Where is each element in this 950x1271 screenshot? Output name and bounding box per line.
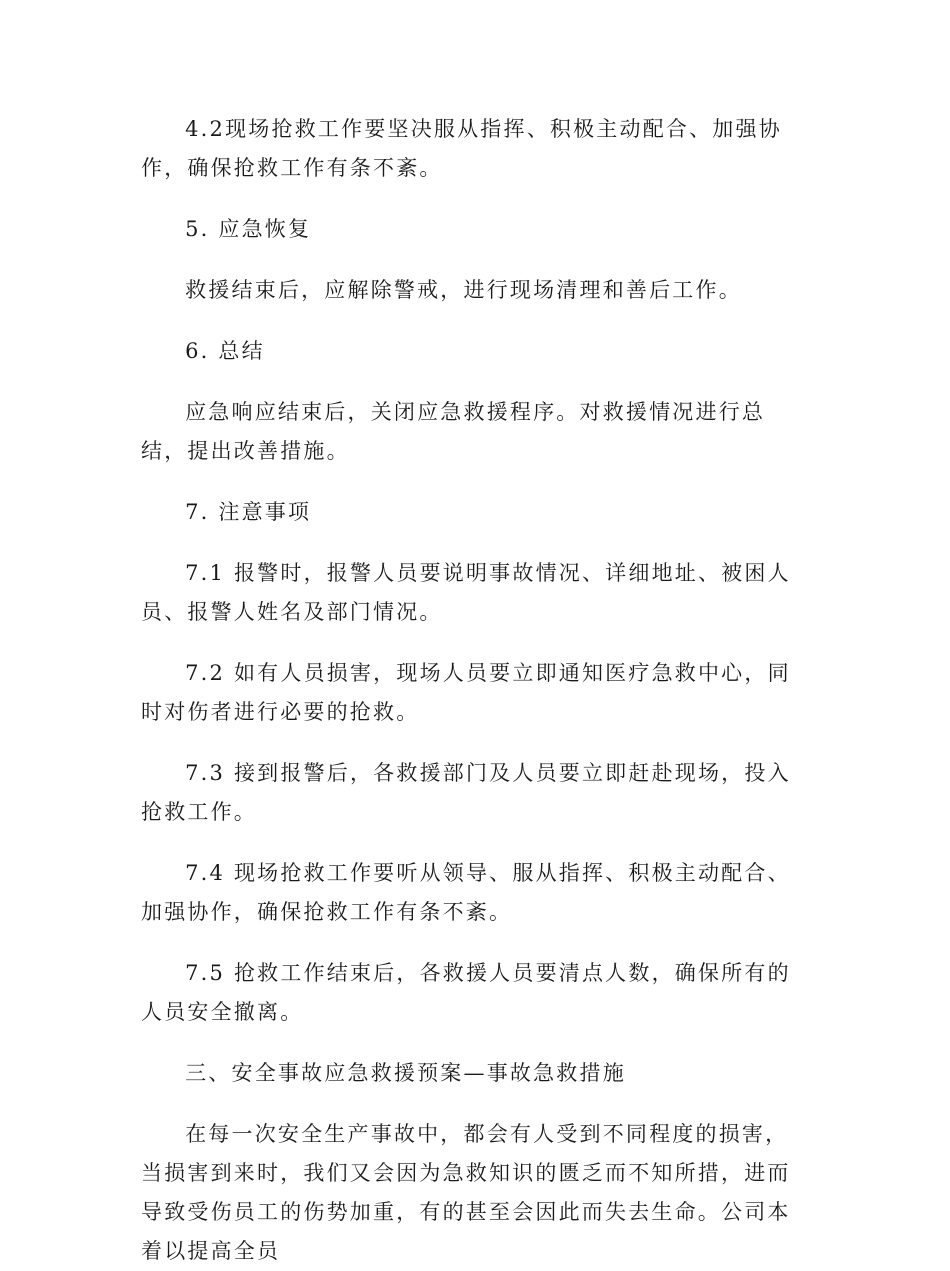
document-body [141, 110, 809, 1271]
paragraph-4-2: 4.2现场抢救工作要坚决服从指挥、积极主动配合、加强协作，确保抢救工作有条不紊。 [141, 117, 782, 180]
section-heading-three: 三、安全事故应急救援预案—事故急救措施 [185, 1061, 626, 1085]
paragraph-7-1: 7.1 报警时，报警人员要说明事故情况、详细地址、被困人员、报警人姓名及部门情况。 [141, 561, 791, 624]
paragraph-first-aid-intro: 在每一次安全生产事故中，都会有人受到不同程度的损害，当损害到来时，我们又会因为急救知识的匮乏而不知所措，进而导致受伤员工的伤势加重，有的甚至会因此而失去生命。公司本着以提高全员 [141, 1122, 791, 1263]
paragraph-7-5: 7.5 抢救工作结束后，各救援人员要清点人数，确保所有的人员安全撤离。 [141, 961, 791, 1024]
paragraph-recovery: 救援结束后，应解除警戒，进行现场清理和善后工作。 [185, 278, 742, 302]
paragraph-7-2: 7.2 如有人员损害，现场人员要立即通知医疗急救中心，同时对伤者进行必要的抢救。 [141, 661, 791, 724]
heading-summary: 6. 总结 [185, 339, 265, 363]
heading-notes: 7. 注意事项 [185, 500, 312, 524]
heading-emergency-recovery: 5. 应急恢复 [185, 217, 312, 241]
paragraph-7-4: 7.4 现场抢救工作要听从领导、服从指挥、积极主动配合、加强协作，确保抢救工作有条不紊。 [141, 861, 791, 924]
paragraph-7-3: 7.3 接到报警后，各救援部门及人员要立即赶赴现场，投入抢救工作。 [141, 761, 791, 824]
paragraph-summary: 应急响应结束后，关闭应急救援程序。对救援情况进行总结，提出改善措施。 [141, 400, 766, 463]
